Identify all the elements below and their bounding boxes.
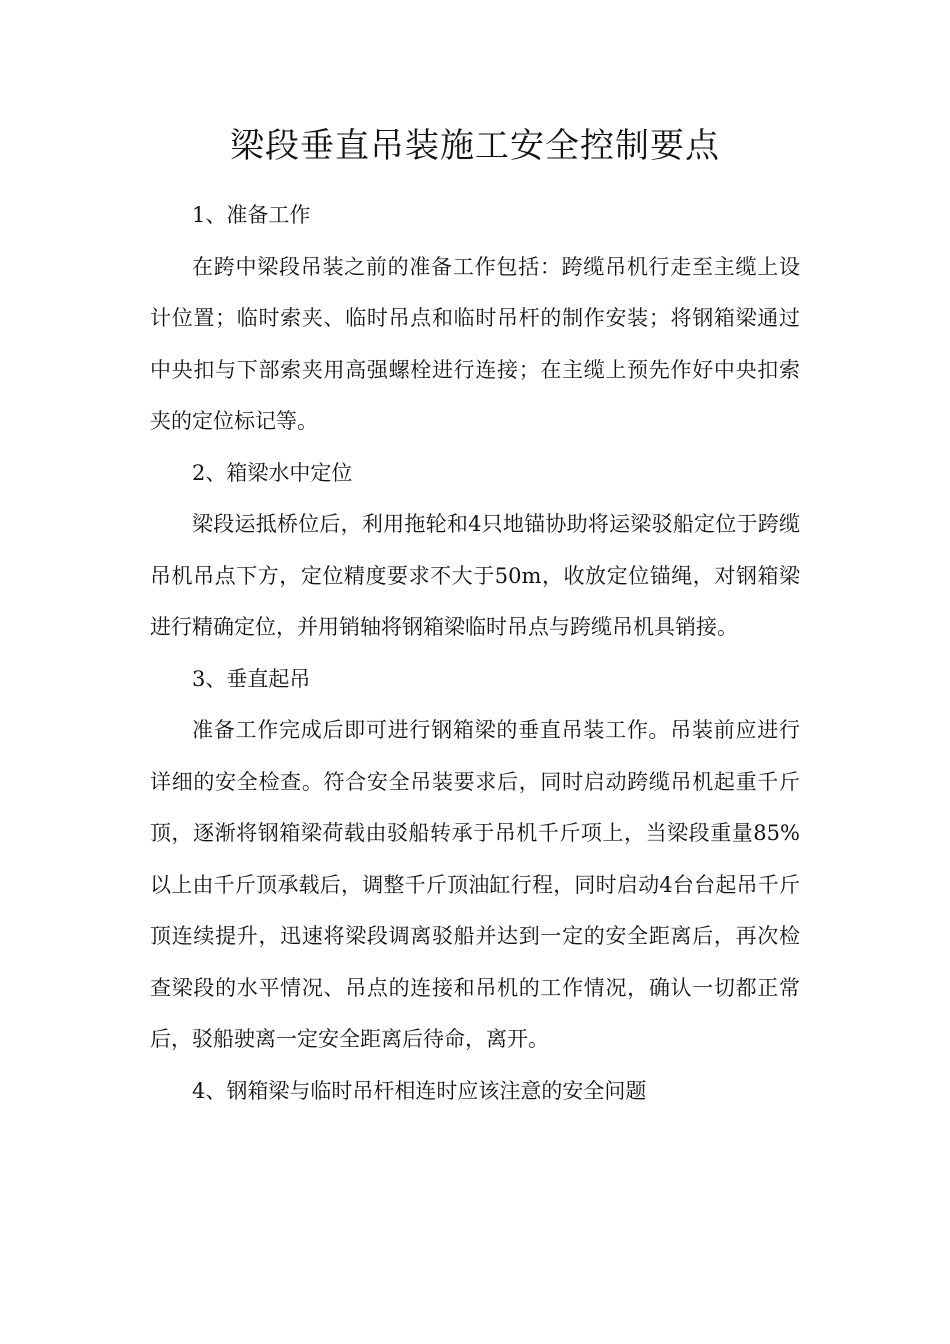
document-body — [150, 190, 800, 1117]
paragraph-vertical-lifting: 准备工作完成后即可进行钢箱梁的垂直吊装工作。吊装前应进行详细的安全检查。符合安全吊装要求后，同时启动跨缆吊机起重千斤顶，逐渐将钢箱梁荷载由驳船转承于吊机千斤项上，当梁段重量85%以上由千斤顶承载后，调整千斤顶油缸行程，同时启动4台台起吊千斤顶连续提升，迅速将梁段调离驳船并达到一定的安全距离后，再次检查梁段的水平情况、吊点的连接和吊机的工作情况，确认一切都正常后，驳船驶离一定安全距离后待命，离开。 — [150, 718, 800, 1051]
document-title: 梁段垂直吊装施工安全控制要点 — [230, 126, 720, 166]
section-heading-preparation: 1、准备工作 — [192, 203, 311, 227]
paragraph-preparation: 在跨中梁段吊装之前的准备工作包括：跨缆吊机行走至主缆上设计位置；临时索夹、临时吊点和临时吊杆的制作安装；将钢箱梁通过中央扣与下部索夹用高强螺栓进行连接；在主缆上预先作好中央扣索夹的定位标记等。 — [150, 254, 800, 433]
section-heading-temporary-hanger: 4、钢箱梁与临时吊杆相连时应该注意的安全问题 — [192, 1078, 647, 1103]
paragraph-positioning: 梁段运抵桥位后，利用拖轮和4只地锚协助将运梁驳船定位于跨缆吊机吊点下方，定位精度要求不大于50m，收放定位锚绳，对钢箱梁进行精确定位，并用销轴将钢箱梁临时吊点与跨缆吊机具销接。 — [150, 512, 800, 639]
section-heading-positioning: 2、箱梁水中定位 — [192, 460, 353, 485]
section-heading-vertical-lifting: 3、垂直起吊 — [192, 666, 311, 691]
